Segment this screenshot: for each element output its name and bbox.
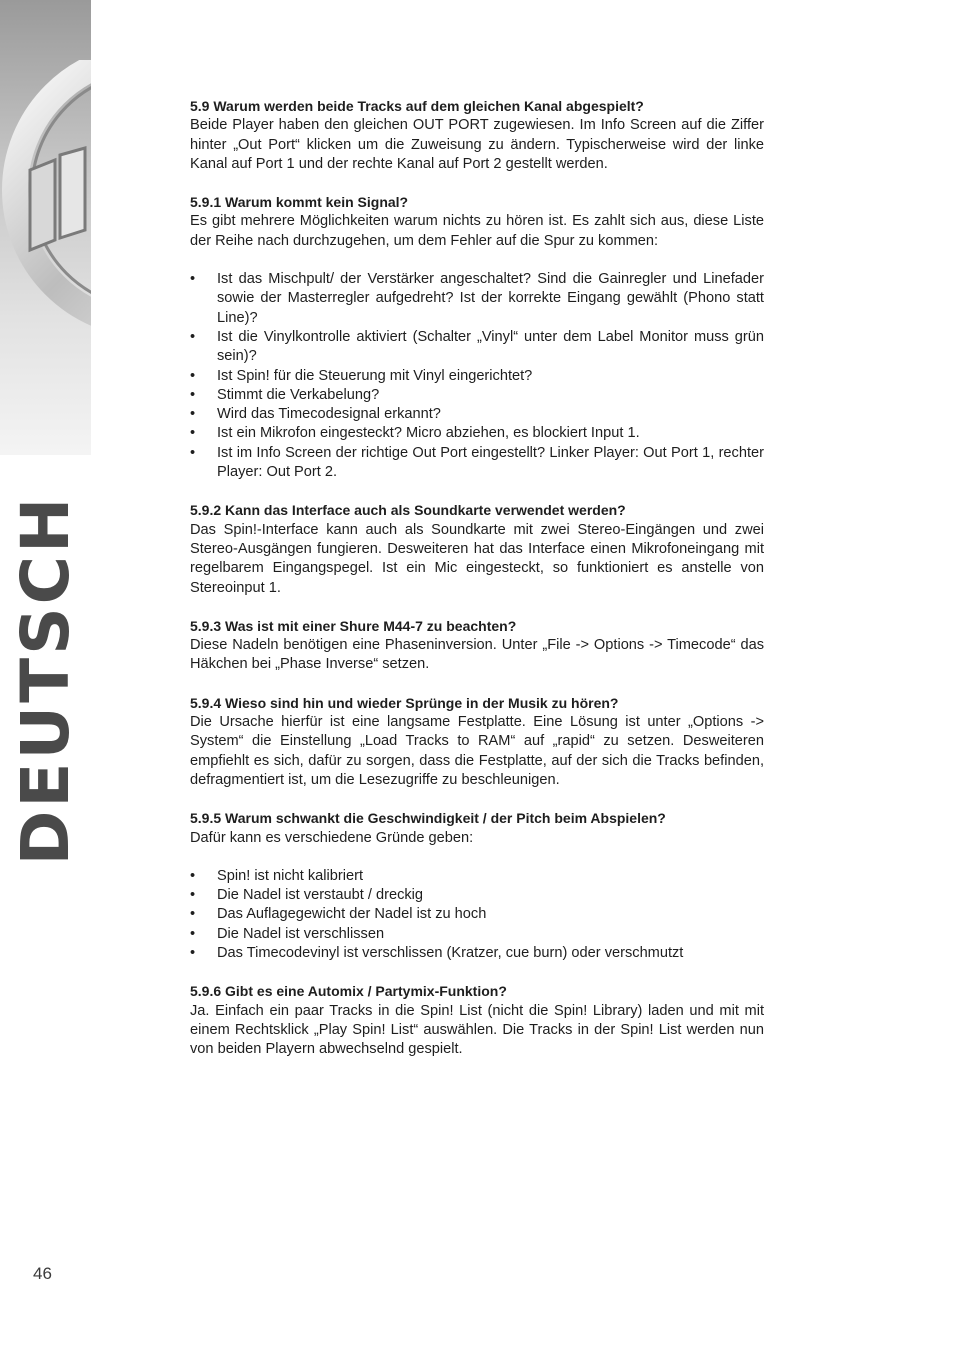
list-item: • Spin! ist nicht kalibriert [190, 867, 764, 886]
section-heading: 5.9 Warum werden beide Tracks auf dem gleichen Kanal abgespielt? [190, 98, 644, 114]
bullet-list [190, 270, 764, 482]
section-paragraph: Es gibt mehrere Möglichkeiten warum nichts zu hören ist. Es zahlt sich aus, diese Liste der Reihe nach durchzugehen, um dem Fehler auf die Spur zu kommen: [190, 213, 764, 249]
faq-section [190, 809, 764, 963]
faq-section [190, 193, 764, 482]
section-paragraph: Diese Nadeln benötigen eine Phaseninversion. Unter „File -> Options -> Timecode“ das Häkchen bei „Phase Inverse“ setzen. [190, 637, 764, 673]
section-paragraph: Ja. Einfach ein paar Tracks in die Spin! List (nicht die Spin! Library) laden und mit mit einem Rechtsklick „Play Spin! List“ auswählen. Die Tracks in der Spin! List werden nun von beiden Playern abwechselnd gespielt. [190, 1002, 764, 1058]
list-item: • Das Timecodevinyl ist verschlissen (Kratzer, cue burn) oder verschmutzt [190, 944, 764, 963]
section-heading: 5.9.3 Was ist mit einer Shure M44-7 zu beachten? [190, 617, 517, 634]
section-heading: 5.9.6 Gibt es eine Automix / Partymix-Funktion? [190, 983, 507, 1000]
section-heading: 5.9.1 Warum kommt kein Signal? [190, 194, 409, 211]
bullet-list [190, 867, 764, 963]
faq-section [190, 694, 764, 790]
list-item: • Die Nadel ist verstaubt / dreckig [190, 886, 764, 905]
list-item: • Ist Spin! für die Steuerung mit Vinyl eingerichtet? [190, 367, 764, 386]
list-item: • Wird das Timecodesignal erkannt? [190, 405, 764, 424]
faq-section [190, 501, 764, 597]
page-number: 46 [33, 1264, 52, 1283]
list-item: • Das Auflagegewicht der Nadel ist zu hoch [190, 905, 764, 924]
main-content [190, 97, 764, 1078]
list-item: • Stimmt die Verkabelung? [190, 386, 764, 405]
section-paragraph: Die Ursache hierfür ist eine langsame Festplatte. Eine Lösung ist unter „Options -> System“ die Einstellung „Load Tracks to RAM“ auf „rapid“ zu setzen. Desweiteren empfiehlt es sich, dafür zu sorgen, dass die Festplatte, auf der sich die Tracks befinden, defragmentiert ist, um die Lesezugriffe zu beschleunigen. [190, 714, 764, 788]
list-item: • Die Nadel ist verschlissen [190, 925, 764, 944]
brand-logo-icon [0, 60, 91, 360]
faq-section [190, 97, 764, 174]
section-heading: 5.9.5 Warum schwankt die Geschwindigkeit / der Pitch beim Abspielen? [190, 810, 666, 827]
sidebar-band [0, 0, 91, 455]
section-paragraph: Das Spin!-Interface kann auch als Soundkarte mit zwei Stereo-Eingängen und zwei Stereo-Ausgängen fungieren. Desweiteren hat das Interface einen Mikrofoneingang mit regelbarem Eingangspegel. Ist ein Mic eingesteckt, so funktioniert es anstelle von Stereoinput 1. [190, 521, 764, 596]
section-heading: 5.9.2 Kann das Interface auch als Soundkarte verwendet werden? [190, 502, 626, 519]
section-paragraph: Dafür kann es verschiedene Gründe geben: [190, 829, 474, 846]
faq-section [190, 617, 764, 675]
section-paragraph: Beide Player haben den gleichen OUT PORT zugewiesen. Im Info Screen auf die Ziffer hinter „Out Port“ klicken um die Zuweisung zu ändern. Typischerweise wird der linke Kanal auf Port 1 und der rechte Kanal auf Port 2 gestellt werden. [190, 117, 764, 172]
list-item: • Ist im Info Screen der richtige Out Port eingestellt? Linker Player: Out Port 1, rechter Player: Out Port 2. [190, 444, 764, 483]
language-tab: DEUTSCH [7, 494, 84, 866]
list-item: • Ist das Mischpult/ der Verstärker angeschaltet? Sind die Gainregler und Linefader sowie der Masterregler aufgedreht? Ist der korrekte Eingang gewählt (Phono statt Line)? [190, 270, 764, 328]
list-item: • Ist ein Mikrofon eingesteckt? Micro abziehen, es blockiert Input 1. [190, 424, 764, 443]
section-heading: 5.9.4 Wieso sind hin und wieder Sprünge in der Musik zu hören? [190, 694, 619, 711]
faq-section [190, 982, 764, 1059]
list-item: • Ist die Vinylkontrolle aktiviert (Schalter „Vinyl“ unter dem Label Monitor muss grün sein)? [190, 328, 764, 367]
